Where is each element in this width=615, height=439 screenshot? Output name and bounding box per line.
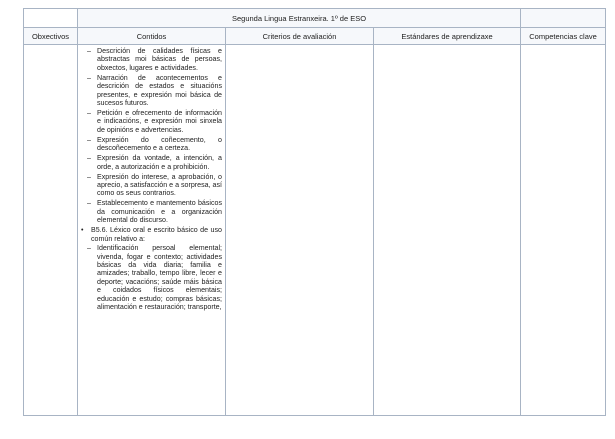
col-header-estandares: Estándares de aprendizaxe <box>374 28 521 45</box>
header-blank-cell <box>24 9 78 28</box>
col-header-criterios: Criterios de avaliación <box>226 28 374 45</box>
contidos-item: – Narración de acontecementos e descrición de estados e situacións presentes, e expresión moi básica de sucesos futuros. <box>85 74 222 108</box>
contidos-item: – Identificación persoal elemental; vivenda, fogar e contexto; actividades básicas da vida diaria; familia e amizades; traballo, tempo libre, lecer e deporte; vacacións; saúde máis básica e coidados físicos elementais; educación e estudo; compras básicas; alimentación e restauración; transporte, <box>85 244 222 311</box>
curriculum-table <box>23 8 606 416</box>
contidos-list-1 <box>81 47 222 225</box>
cell-criterios <box>226 45 374 416</box>
contidos-list-2 <box>81 244 222 311</box>
table-title: Segunda Lingua Estranxeira. 1º de ESO <box>78 9 521 28</box>
col-header-obxectivos: Obxectivos <box>24 28 78 45</box>
contidos-item: – Petición e ofrecemento de información e indicacións, e expresión moi sinxela de opinións e advertencias. <box>85 109 222 134</box>
contidos-item: – Expresión do coñecemento, o descoñecemento e a certeza. <box>85 136 222 153</box>
cell-estandares <box>374 45 521 416</box>
contidos-item: – Descrición de calidades físicas e abstractas moi básicas de persoas, obxectos, lugares e actividades. <box>85 47 222 72</box>
contidos-item: – Establecemento e mantemento básicos da comunicación e a organización elemental do discurso. <box>85 199 222 224</box>
header-blank-right <box>521 9 606 28</box>
cell-contidos <box>78 45 226 416</box>
contidos-item: – Expresión do interese, a aprobación, o aprecio, a satisfacción e a sorpresa, así como os seus contrarios. <box>85 173 222 198</box>
contidos-item: – Expresión da vontade, a intención, a orde, a autorización e a prohibición. <box>85 154 222 171</box>
contidos-bullet: • B5.6. Léxico oral e escrito básico de uso común relativo a: <box>81 226 222 243</box>
cell-obxectivos <box>24 45 78 416</box>
col-header-competencias: Competencias clave <box>521 28 606 45</box>
cell-competencias <box>521 45 606 416</box>
col-header-contidos: Contidos <box>78 28 226 45</box>
